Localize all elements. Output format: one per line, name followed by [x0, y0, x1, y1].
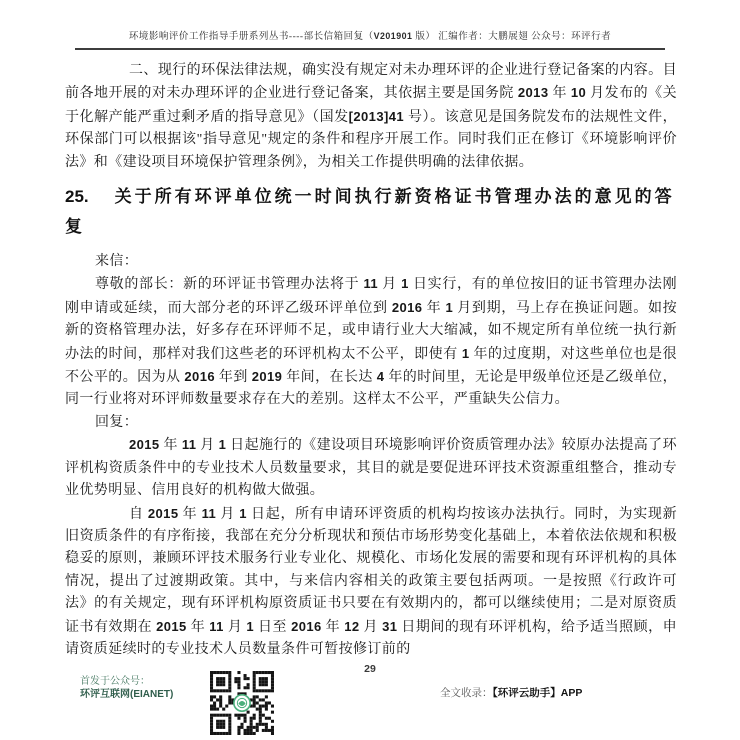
publisher-line2: 环评互联网(EIANET) [80, 689, 174, 700]
qr-code [209, 671, 275, 735]
reply-label: 回复： [95, 414, 139, 430]
reply-paragraph-2: 自 2015 年 11 月 1 日起，所有申请环评资质的机构均按该办法执行。同时，为实现新旧资质条件的有序衔接，我部在充分分析现状和预估市场形势变化基础上，本着依法依规和积极稳妥的原则，兼顾环评技术服务行业专业化、规模化、市场化发展的需要和现有环评机构的具体情况，提出了过渡期政策。其中，与来信内容相关的政策主要包括两项。一是按照《行政许可法》的有关规定，现有环评机构原资质证书只要在有效期内的，都可以继续使用；二是对原资质证书有效期在 2015 年 11 月 1 日至 2016 年 12 月 31 日期间的现有环评机构，给予适当照顾，申请资质延续时的专业技术人员数量条件可暂按修订前的 [65, 505, 678, 657]
footer-collection [440, 685, 582, 700]
collection-app-name: 【环评云助手】APP [492, 687, 583, 699]
collection-label: 全文收录： [440, 687, 493, 699]
document-body [65, 60, 677, 661]
qr-code-svg [209, 671, 275, 735]
footer-publisher [80, 675, 173, 701]
letter-label: 来信： [95, 254, 139, 270]
paragraph-intro: 二、现行的环保法律法规，确实没有规定对未办理环评的企业进行登记备案的内容。目前各地开展的对未办理环评的企业进行登记备案，其依据主要是国务院 2013 年 10 月发布的《关于化解产能严重过剩矛盾的指导意见》（国发[2013]41 号）。该意见是国务院发布的法规性文件，环保部门可以根据该"指导意见"规定的条件和程序开展工作。同时我们正在修订《环境影响评价法》和《建设项目环境保护管理条例》，为相关工作提供明确的法律依据。 [65, 63, 678, 170]
page-number: 29 [364, 663, 376, 675]
header-title: 环境影响评价工作指导手册系列丛书----部长信箱回复（V201901 版） 汇编作者：大鹏展翅 公众号：环评行者 [128, 31, 612, 42]
reply-paragraph-1: 2015 年 11 月 1 日起施行的《建设项目环境影响评价资质管理办法》较原办法提高了环评机构资质条件中的专业技术人员数量要求，其目的就是要促进环评技术资源重组整合，推动专业优势明显、信用良好的机构做大做强。 [65, 437, 677, 499]
section-number: 25. [65, 187, 89, 207]
letter-body: 尊敬的部长：新的环评证书管理办法将于 11 月 1 日实行，有的单位按旧的证书管理办法刚刚申请或延续，而大部分老的环评乙级环评单位到 2016 年 1 月到期，马上存在换证问题。如按新的资格管理办法，好多存在环评师不足，或申请行业大大缩减，如不规定所有单位统一执行新办法的时间，那样对我们这些老的环评机构太不公平，即使有 1 年的过度期，对这些单位也是很不公平的。因为从 2016 年到 2019 年间，在长达 4 年的时间里，无论是甲级单位还是乙级单位，同一行业将对环评师数量要求存在大的差别。这样太不公平，严重缺失公信力。 [65, 276, 678, 408]
page-header [75, 30, 665, 50]
section-title: 关于所有环评单位统一时间执行新资格证书管理办法的意见的答复 [65, 187, 675, 237]
section-heading [65, 182, 677, 242]
publisher-line1: 首发于公众号： [80, 676, 150, 687]
